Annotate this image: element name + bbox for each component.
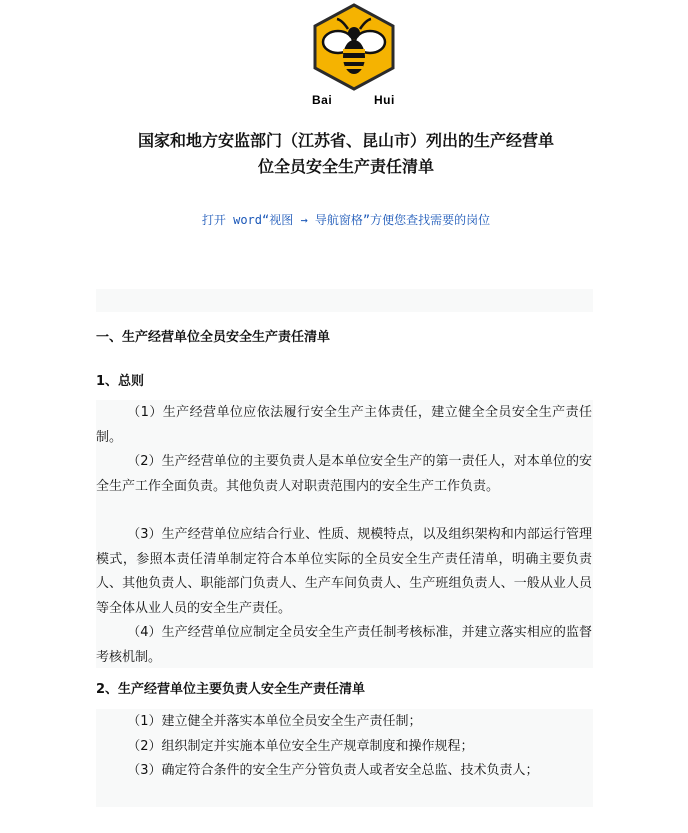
subsection-heading: 2、生产经营单位主要负责人安全生产责任清单	[96, 682, 366, 697]
document-title	[96, 128, 596, 180]
title-line-2: 位全员安全生产责任清单	[257, 157, 434, 176]
navigation-hint: 打开 word“视图 → 导航窗格”方便您查找需要的岗位	[201, 213, 491, 227]
baihui-logo	[308, 2, 400, 106]
section-heading: 一、生产经营单位全员安全生产责任清单	[96, 330, 331, 345]
paragraph: （3）生产经营单位应结合行业、性质、规模特点，以及组织架构和内部运行管理模式，参照本责任清单制定符合本单位实际的全员安全生产责任清单，明确主要负责人、其他负责人、职能部门负责人、生产车间负责人、生产班组负责人、一般从业人员等全体从业人员的安全生产责任。	[96, 527, 592, 616]
paragraph: （2）组织制定并实施本单位安全生产规章制度和操作规程；	[127, 739, 474, 754]
paragraph: （3）确定符合条件的安全生产分管负责人或者安全总监、技术负责人；	[127, 763, 539, 778]
paragraph: （1）生产经营单位应依法履行安全生产主体责任，建立健全全员安全生产责任制。	[96, 405, 592, 445]
logo-right-text: Hui	[374, 93, 395, 107]
paragraph: （4）生产经营单位应制定全员安全生产责任制考核标准，并建立落实相应的监督考核机制。	[96, 625, 592, 665]
logo-left-text: Bai	[312, 93, 333, 107]
paragraph: （2）生产经营单位的主要负责人是本单位安全生产的第一责任人，对本单位的安全生产工作全面负责。其他负责人对职责范围内的安全生产工作负责。	[96, 454, 592, 494]
subsection-heading: 1、总则	[96, 374, 145, 389]
shaded-band	[96, 289, 593, 312]
paragraph: （1）建立健全并落实本单位全员安全生产责任制；	[127, 714, 422, 729]
title-line-1: 国家和地方安监部门（江苏省、昆山市）列出的生产经营单	[137, 131, 554, 150]
bee-hexagon-icon	[308, 2, 400, 92]
